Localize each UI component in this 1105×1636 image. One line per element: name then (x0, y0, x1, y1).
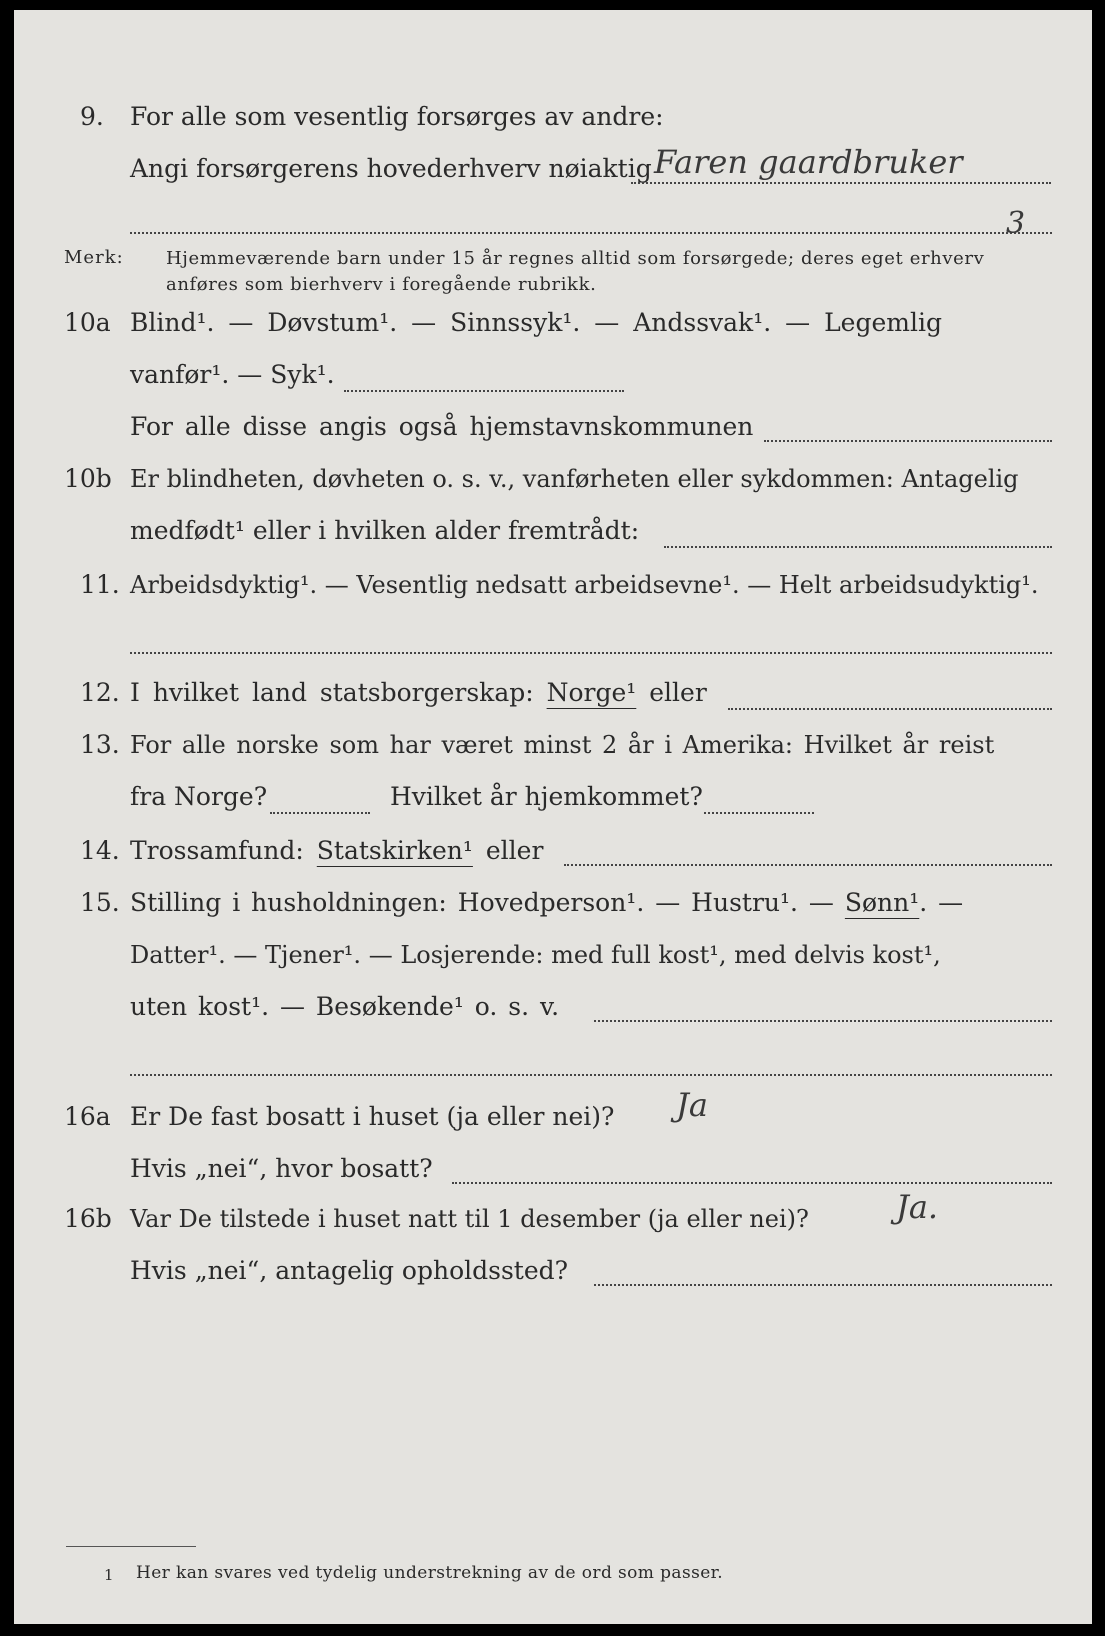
q15-underlined-sonn: Sønn¹ (844, 888, 920, 917)
q9-margin-mark: 3 (1006, 206, 1026, 241)
q10b-answer-line (664, 546, 1052, 548)
q14-answer-line (564, 864, 1052, 866)
merk-label: Merk: (64, 247, 124, 268)
q11-number: 11. (80, 570, 120, 599)
q14-suffix: eller (485, 836, 544, 865)
q15-line3: uten kost¹. — Besøkende¹ o. s. v. (130, 992, 560, 1021)
q16b-handwritten-answer: Ja. (896, 1188, 939, 1226)
q13-line1: For alle norske som har været minst 2 år i Amerika: Hvilket år reist (130, 731, 995, 759)
q15-line1-c: . — (919, 888, 964, 917)
q13-number: 13. (80, 730, 120, 759)
q12-text (130, 678, 707, 708)
footnote-text: Her kan svares ved tydelig understrekning av de ord som passer. (136, 1563, 724, 1583)
q9-handwritten-answer: Faren gaardbruker (654, 143, 963, 181)
q15-answer-line (594, 1020, 1052, 1022)
q14-text (130, 836, 543, 866)
q13-line2b: Hvilket år hjemkommet? (390, 782, 703, 811)
q16b-line2: Hvis „nei“, antagelig opholdssted? (130, 1256, 569, 1285)
q9-extra-line (130, 232, 1052, 234)
q12-prefix: I hvilket land statsborgerskap: (130, 678, 534, 707)
q10a-line1: Blind¹. — Døvstum¹. — Sinnssyk¹. — Andssvak¹. — Legemlig (130, 308, 942, 337)
q10a-number: 10a (64, 308, 111, 337)
q15-extra-line (130, 1074, 1052, 1076)
q11-line1: Arbeidsdyktig¹. — Vesentlig nedsatt arbeidsevne¹. — Helt arbeidsudyktig¹. (130, 571, 1039, 599)
q16b-number: 16b (64, 1204, 112, 1233)
q11-extra-line (130, 652, 1052, 654)
q16a-number: 16a (64, 1102, 111, 1131)
q16b-line1: Var De tilstede i huset natt til 1 desember (ja eller nei)? (130, 1205, 809, 1233)
q16a-bosatt-line (452, 1182, 1052, 1184)
q15-line1-a: Stilling i husholdningen: Hovedperson¹. — Hustru¹. — (130, 888, 834, 917)
q9-line2: Angi forsørgerens hovederhverv nøiaktig (130, 154, 652, 183)
footnote-rule (66, 1546, 196, 1547)
q14-prefix: Trossamfund: (130, 836, 304, 865)
merk-line1: Hjemmeværende barn under 15 år regnes alltid som forsørgede; deres eget erhverv (166, 248, 985, 269)
q10b-number: 10b (64, 464, 112, 493)
merk-line2: anføres som bierhverv i foregående rubrikk. (166, 274, 597, 295)
q10a-kommune-line (764, 440, 1052, 442)
q12-answer-line (728, 708, 1052, 710)
q10b-line1: Er blindheten, døvheten o. s. v., vanførheten eller sykdommen: Antagelig (130, 465, 1019, 493)
q15-line2: Datter¹. — Tjener¹. — Losjerende: med full kost¹, med delvis kost¹, (130, 941, 941, 969)
q10a-syk-line (344, 390, 624, 392)
q12-underlined: Norge¹ (546, 678, 637, 707)
q16b-opholdssted-line (594, 1284, 1052, 1286)
q12-suffix: eller (649, 678, 707, 707)
q14-underlined: Statskirken¹ (316, 836, 473, 865)
q13-hjemkommet-line (704, 812, 814, 814)
q13-reist-line (270, 812, 370, 814)
q15-number: 15. (80, 888, 120, 917)
census-form-page (14, 10, 1092, 1624)
q16a-line2: Hvis „nei“, hvor bosatt? (130, 1154, 433, 1183)
q9-number: 9. (80, 102, 104, 131)
q9-answer-line (631, 182, 1051, 184)
q13-line2a: fra Norge? (130, 782, 268, 811)
q10b-line2: medfødt¹ eller i hvilken alder fremtrådt: (130, 516, 640, 545)
footnote-mark: 1 (104, 1566, 114, 1584)
q12-number: 12. (80, 678, 120, 707)
q10a-line3: For alle disse angis også hjemstavnskommunen (130, 412, 754, 441)
q14-number: 14. (80, 836, 120, 865)
q16a-line1: Er De fast bosatt i huset (ja eller nei)? (130, 1102, 615, 1131)
q16a-handwritten-answer: Ja (676, 1086, 708, 1124)
q15-line1 (130, 888, 963, 918)
q9-line1: For alle som vesentlig forsørges av andre: (130, 102, 664, 131)
q10a-line2: vanfør¹. — Syk¹. (130, 360, 335, 389)
